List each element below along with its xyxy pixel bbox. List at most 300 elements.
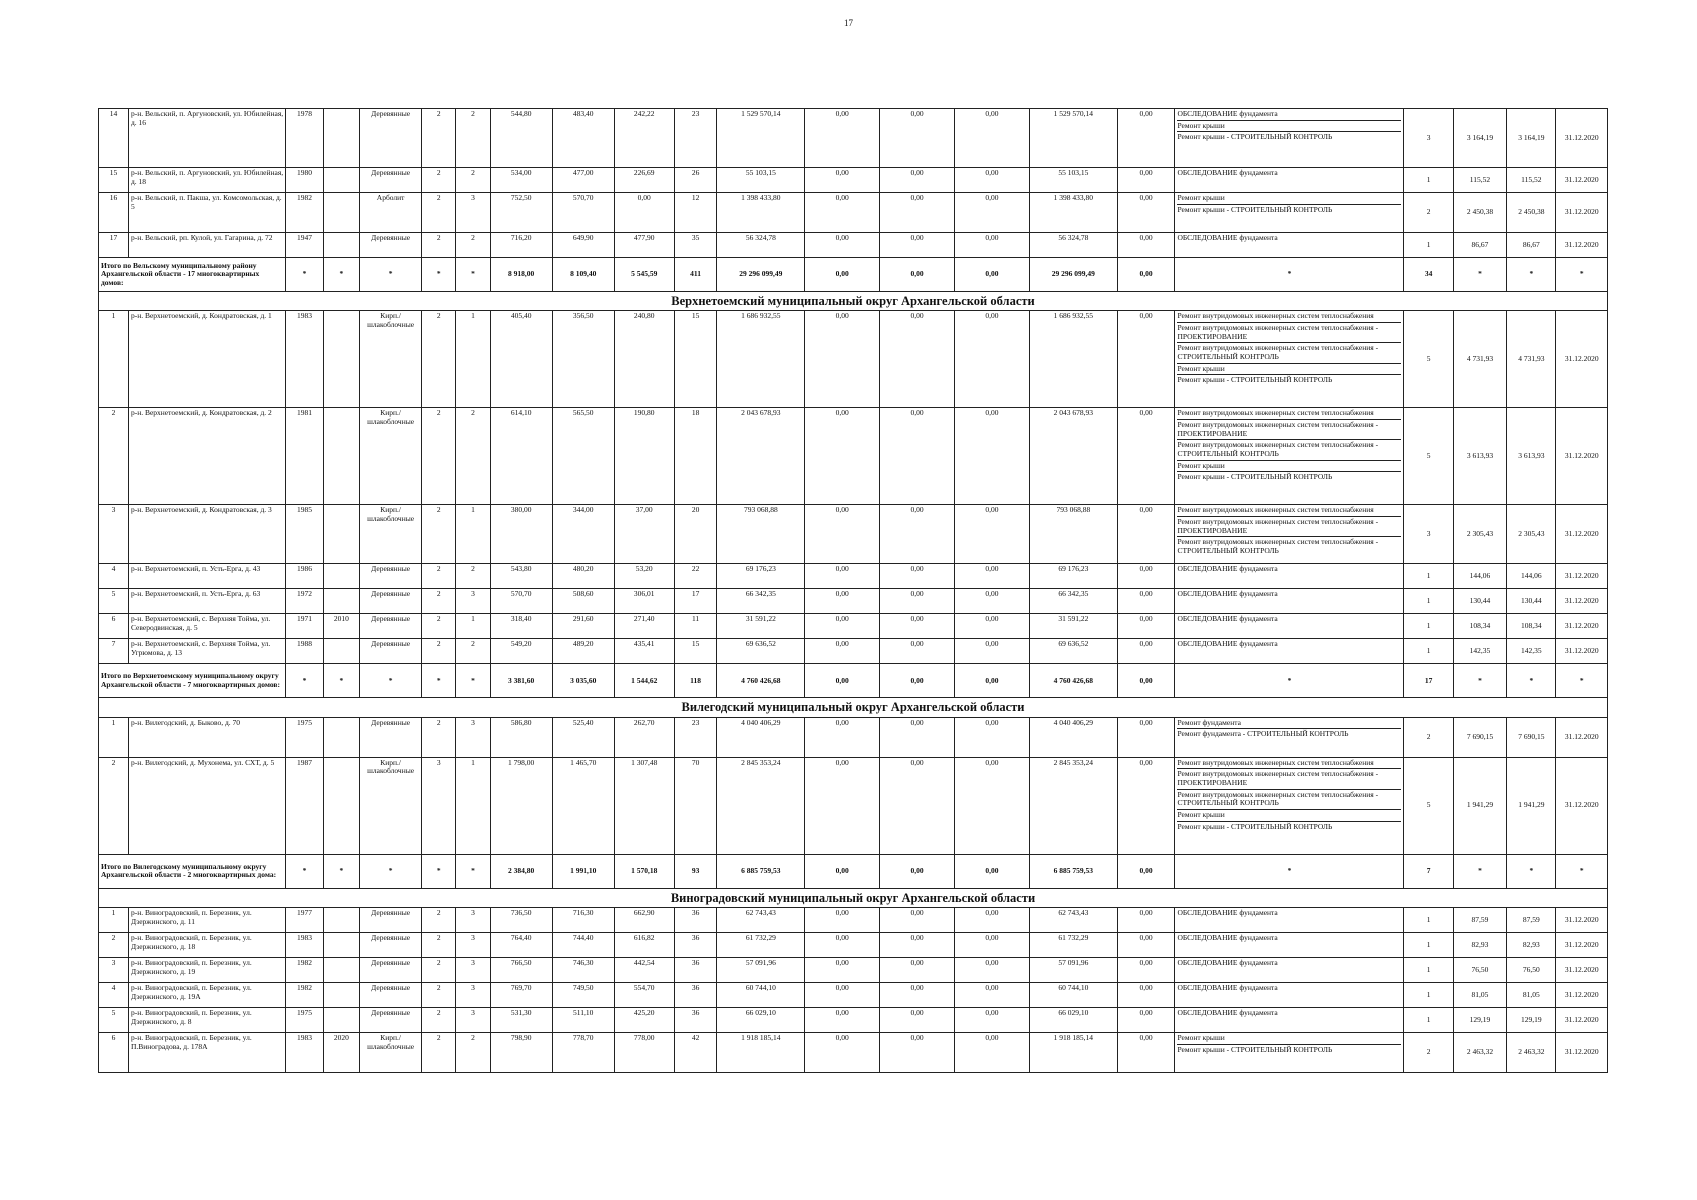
cost-cell: 0,00: [805, 639, 880, 664]
table-row: [99, 311, 1608, 408]
row-number: 3: [99, 958, 129, 983]
cost-cell: 1 398 433,80: [1029, 193, 1117, 233]
address-cell: р-н. Вилегодский, д. Быково, д. 70: [128, 717, 285, 757]
total-row: [99, 664, 1608, 698]
work-count-cell: 2: [1404, 717, 1453, 757]
wall-material-cell: Деревянные: [360, 589, 422, 614]
cost-cell: 69 636,52: [1029, 639, 1117, 664]
area-cell: 356,50: [552, 311, 614, 408]
section-title: Верхнетоемский муниципальный округ Архангельской области: [99, 292, 1608, 311]
cost-cell: 0,00: [805, 614, 880, 639]
address-cell: р-н. Верхнетоемский, с. Верхняя Тойма, ул. Северодвинская, д. 5: [128, 614, 285, 639]
cost-cell: 0,00: [955, 109, 1030, 168]
residents-cell: 42: [674, 1033, 717, 1073]
year-built-cell: 1980: [286, 168, 323, 193]
work-item: Ремонт внутридомовых инженерных систем теплоснабжения: [1177, 505, 1401, 517]
wall-material-cell: Деревянные: [360, 958, 422, 983]
floors-cell: 2: [422, 109, 456, 168]
area-cell: 508,60: [552, 589, 614, 614]
area-cell: 744,40: [552, 933, 614, 958]
year-built-cell: 1947: [286, 233, 323, 258]
year-renovated-cell: [323, 193, 359, 233]
table-row: [99, 589, 1608, 614]
total-value: 0,00: [955, 664, 1030, 698]
wall-material-cell: Деревянные: [360, 168, 422, 193]
residents-cell: 36: [674, 908, 717, 933]
total-value: 0,00: [1117, 664, 1175, 698]
floors-cell: 2: [422, 1008, 456, 1033]
works-cell: [1175, 717, 1404, 757]
row-number: 7: [99, 639, 129, 664]
works-cell: [1175, 983, 1404, 1008]
cost-cell: 0,00: [805, 717, 880, 757]
wall-material-cell: Деревянные: [360, 564, 422, 589]
cost-cell: 0,00: [1117, 1008, 1175, 1033]
table-row: [99, 193, 1608, 233]
entrances-cell: 2: [456, 1033, 490, 1073]
cost-cell: 0,00: [955, 311, 1030, 408]
work-count-cell: 3: [1404, 505, 1453, 564]
cost-cell: 0,00: [1117, 958, 1175, 983]
address-cell: р-н. Верхнетоемский, п. Усть-Ерга, д. 43: [128, 564, 285, 589]
total-value: 29 296 099,49: [1029, 258, 1117, 292]
floors-cell: 2: [422, 614, 456, 639]
entrances-cell: 2: [456, 408, 490, 505]
area-cell: 425,20: [614, 1008, 674, 1033]
floors-cell: 2: [422, 1033, 456, 1073]
address-cell: р-н. Вельский, п. Пакша, ул. Комсомольская, д. 5: [128, 193, 285, 233]
wall-material-cell: Кирп./шлакоблочные: [360, 505, 422, 564]
cost-cell: 0,00: [955, 983, 1030, 1008]
cost-cell: 0,00: [880, 564, 955, 589]
entrances-cell: 1: [456, 614, 490, 639]
unit-cost-limit-cell: 2 305,43: [1507, 505, 1556, 564]
year-renovated-cell: [323, 908, 359, 933]
cost-cell: 0,00: [805, 311, 880, 408]
cost-cell: 0,00: [805, 1008, 880, 1033]
area-cell: 549,20: [490, 639, 552, 664]
row-number: 6: [99, 614, 129, 639]
work-item: Ремонт крыши: [1177, 461, 1401, 473]
total-value: 8 918,00: [490, 258, 552, 292]
row-number: 5: [99, 1008, 129, 1033]
entrances-cell: 3: [456, 933, 490, 958]
wall-material-cell: Арболит: [360, 193, 422, 233]
unit-cost-cell: 81,05: [1453, 983, 1507, 1008]
address-cell: р-н. Виноградовский, п. Березник, ул. Дзержинского, д. 11: [128, 908, 285, 933]
deadline-cell: 31.12.2020: [1556, 757, 1608, 854]
row-number: 4: [99, 564, 129, 589]
row-number: 3: [99, 505, 129, 564]
area-cell: 511,10: [552, 1008, 614, 1033]
area-cell: 483,40: [552, 109, 614, 168]
area-cell: 798,90: [490, 1033, 552, 1073]
residents-cell: 36: [674, 983, 717, 1008]
cost-cell: 0,00: [880, 757, 955, 854]
cost-cell: 0,00: [805, 505, 880, 564]
year-built-cell: 1982: [286, 193, 323, 233]
area-cell: 778,00: [614, 1033, 674, 1073]
cost-cell: 0,00: [955, 589, 1030, 614]
cost-cell: 2 845 353,24: [717, 757, 805, 854]
table-row: [99, 717, 1608, 757]
cost-cell: 1 918 185,14: [717, 1033, 805, 1073]
total-value: 6 885 759,53: [1029, 854, 1117, 888]
entrances-cell: 1: [456, 757, 490, 854]
total-star: *: [422, 258, 456, 292]
cost-cell: 0,00: [1117, 908, 1175, 933]
area-cell: 778,70: [552, 1033, 614, 1073]
address-cell: р-н. Виноградовский, п. Березник, ул. Дзержинского, д. 8: [128, 1008, 285, 1033]
unit-cost-limit-cell: 2 463,32: [1507, 1033, 1556, 1073]
cost-cell: 2 845 353,24: [1029, 757, 1117, 854]
address-cell: р-н. Вельский, п. Аргуновский, ул. Юбилейная, д. 18: [128, 168, 285, 193]
unit-cost-cell: 108,34: [1453, 614, 1507, 639]
cost-cell: 57 091,96: [1029, 958, 1117, 983]
cost-cell: 0,00: [1117, 564, 1175, 589]
work-item: Ремонт крыши - СТРОИТЕЛЬНЫЙ КОНТРОЛЬ: [1177, 1044, 1333, 1054]
total-value: 0,00: [805, 258, 880, 292]
work-item: Ремонт крыши - СТРОИТЕЛЬНЫЙ КОНТРОЛЬ: [1177, 821, 1333, 831]
total-value: 0,00: [805, 664, 880, 698]
cost-cell: 66 342,35: [717, 589, 805, 614]
area-cell: 1 798,00: [490, 757, 552, 854]
total-star: *: [323, 258, 359, 292]
table-row: [99, 109, 1608, 168]
area-cell: 649,90: [552, 233, 614, 258]
cost-cell: 793 068,88: [1029, 505, 1117, 564]
area-cell: 525,40: [552, 717, 614, 757]
works-cell: [1175, 757, 1404, 854]
table-row: [99, 564, 1608, 589]
cost-cell: 0,00: [880, 109, 955, 168]
cost-cell: 0,00: [805, 564, 880, 589]
total-value: 0,00: [955, 258, 1030, 292]
deadline-cell: 31.12.2020: [1556, 933, 1608, 958]
total-star: *: [1556, 258, 1608, 292]
area-cell: 344,00: [552, 505, 614, 564]
unit-cost-cell: 87,59: [1453, 908, 1507, 933]
total-value: 0,00: [955, 854, 1030, 888]
wall-material-cell: Кирп./шлакоблочные: [360, 757, 422, 854]
total-star: *: [1556, 664, 1608, 698]
cost-cell: 0,00: [955, 1033, 1030, 1073]
works-cell: [1175, 505, 1404, 564]
cost-cell: 2 043 678,93: [717, 408, 805, 505]
deadline-cell: 31.12.2020: [1556, 311, 1608, 408]
total-label: Итого по Верхнетоемскому муниципальному округу Архангельской области - 7 многоквартирных домов:: [99, 664, 286, 698]
works-cell: [1175, 193, 1404, 233]
deadline-cell: 31.12.2020: [1556, 505, 1608, 564]
wall-material-cell: Деревянные: [360, 717, 422, 757]
unit-cost-limit-cell: 4 731,93: [1507, 311, 1556, 408]
row-number: 2: [99, 933, 129, 958]
cost-cell: 0,00: [805, 109, 880, 168]
cost-cell: 0,00: [1117, 233, 1175, 258]
total-star: *: [286, 664, 323, 698]
cost-cell: 69 636,52: [717, 639, 805, 664]
unit-cost-limit-cell: 1 941,29: [1507, 757, 1556, 854]
unit-cost-cell: 2 305,43: [1453, 505, 1507, 564]
area-cell: 37,00: [614, 505, 674, 564]
cost-cell: 0,00: [1117, 109, 1175, 168]
works-cell: [1175, 233, 1404, 258]
wall-material-cell: Кирп./шлакоблочные: [360, 1033, 422, 1073]
deadline-cell: 31.12.2020: [1556, 614, 1608, 639]
total-value: 0,00: [880, 258, 955, 292]
row-number: 14: [99, 109, 129, 168]
deadline-cell: 31.12.2020: [1556, 908, 1608, 933]
floors-cell: 2: [422, 933, 456, 958]
entrances-cell: 1: [456, 311, 490, 408]
area-cell: 318,40: [490, 614, 552, 639]
cost-cell: 1 918 185,14: [1029, 1033, 1117, 1073]
total-star: *: [1507, 854, 1556, 888]
total-star: *: [286, 854, 323, 888]
work-item: ОБСЛЕДОВАНИЕ фундамента: [1177, 589, 1278, 599]
work-item: ОБСЛЕДОВАНИЕ фундамента: [1177, 958, 1278, 968]
row-number: 16: [99, 193, 129, 233]
unit-cost-cell: 129,19: [1453, 1008, 1507, 1033]
residents-cell: 15: [674, 311, 717, 408]
cost-cell: 0,00: [880, 311, 955, 408]
unit-cost-limit-cell: 86,67: [1507, 233, 1556, 258]
total-value: 0,00: [880, 854, 955, 888]
work-count-cell: 1: [1404, 233, 1453, 258]
work-count-cell: 2: [1404, 193, 1453, 233]
wall-material-cell: Деревянные: [360, 983, 422, 1008]
entrances-cell: 3: [456, 717, 490, 757]
cost-cell: 4 040 406,29: [717, 717, 805, 757]
deadline-cell: 31.12.2020: [1556, 564, 1608, 589]
cost-cell: 57 091,96: [717, 958, 805, 983]
cost-cell: 0,00: [880, 983, 955, 1008]
row-number: 2: [99, 757, 129, 854]
cost-cell: 0,00: [805, 983, 880, 1008]
table-row: [99, 614, 1608, 639]
year-renovated-cell: [323, 109, 359, 168]
area-cell: 544,80: [490, 109, 552, 168]
total-value: 3 035,60: [552, 664, 614, 698]
cost-cell: 0,00: [1117, 717, 1175, 757]
total-star: *: [456, 664, 490, 698]
total-value: 0,00: [880, 664, 955, 698]
wall-material-cell: Деревянные: [360, 908, 422, 933]
total-value: 5 545,59: [614, 258, 674, 292]
total-star: *: [1175, 664, 1404, 698]
cost-cell: 0,00: [805, 757, 880, 854]
work-item: ОБСЛЕДОВАНИЕ фундамента: [1177, 983, 1278, 993]
unit-cost-cell: 82,93: [1453, 933, 1507, 958]
work-item: Ремонт крыши: [1177, 121, 1401, 133]
table-row: [99, 505, 1608, 564]
unit-cost-limit-cell: 82,93: [1507, 933, 1556, 958]
address-cell: р-н. Верхнетоемский, д. Кондратовская, д. 1: [128, 311, 285, 408]
cost-cell: 0,00: [1117, 639, 1175, 664]
work-count-cell: 2: [1404, 1033, 1453, 1073]
work-count-cell: 1: [1404, 639, 1453, 664]
residents-cell: 36: [674, 958, 717, 983]
deadline-cell: 31.12.2020: [1556, 639, 1608, 664]
cost-cell: 793 068,88: [717, 505, 805, 564]
wall-material-cell: Деревянные: [360, 109, 422, 168]
unit-cost-limit-cell: 130,44: [1507, 589, 1556, 614]
cost-cell: 0,00: [955, 193, 1030, 233]
table-row: [99, 958, 1608, 983]
work-item: Ремонт крыши - СТРОИТЕЛЬНЫЙ КОНТРОЛЬ: [1177, 375, 1333, 385]
unit-cost-cell: 115,52: [1453, 168, 1507, 193]
residents-cell: 23: [674, 109, 717, 168]
row-number: 6: [99, 1033, 129, 1073]
work-item: Ремонт фундамента - СТРОИТЕЛЬНЫЙ КОНТРОЛЬ: [1177, 729, 1349, 739]
cost-cell: 0,00: [955, 958, 1030, 983]
total-star: *: [360, 664, 422, 698]
cost-cell: 0,00: [805, 233, 880, 258]
work-item: Ремонт фундамента: [1177, 718, 1401, 730]
total-star: *: [456, 258, 490, 292]
work-item: Ремонт крыши: [1177, 364, 1401, 376]
total-value: 118: [674, 664, 717, 698]
cost-cell: 1 686 932,55: [717, 311, 805, 408]
year-renovated-cell: [323, 757, 359, 854]
cost-cell: 0,00: [1117, 983, 1175, 1008]
work-item: Ремонт крыши: [1177, 810, 1401, 822]
area-cell: 435,41: [614, 639, 674, 664]
work-item: Ремонт внутридомовых инженерных систем теплоснабжения: [1177, 408, 1401, 420]
cost-cell: 0,00: [1117, 1033, 1175, 1073]
floors-cell: 2: [422, 908, 456, 933]
work-item: Ремонт крыши: [1177, 1033, 1401, 1045]
cost-cell: 1 529 570,14: [717, 109, 805, 168]
cost-cell: 31 591,22: [1029, 614, 1117, 639]
unit-cost-limit-cell: 7 690,15: [1507, 717, 1556, 757]
year-renovated-cell: [323, 639, 359, 664]
cost-cell: 0,00: [1117, 311, 1175, 408]
residents-cell: 20: [674, 505, 717, 564]
area-cell: 570,70: [490, 589, 552, 614]
area-cell: 380,00: [490, 505, 552, 564]
cost-cell: 0,00: [1117, 408, 1175, 505]
area-cell: 752,50: [490, 193, 552, 233]
residents-cell: 35: [674, 233, 717, 258]
year-built-cell: 1987: [286, 757, 323, 854]
unit-cost-limit-cell: 142,35: [1507, 639, 1556, 664]
work-item: Ремонт крыши - СТРОИТЕЛЬНЫЙ КОНТРОЛЬ: [1177, 472, 1333, 482]
year-built-cell: 1988: [286, 639, 323, 664]
row-number: 2: [99, 408, 129, 505]
area-cell: 543,80: [490, 564, 552, 589]
area-cell: 716,20: [490, 233, 552, 258]
cost-cell: 0,00: [805, 408, 880, 505]
address-cell: р-н. Верхнетоемский, с. Верхняя Тойма, ул. Угрюмова, д. 13: [128, 639, 285, 664]
year-built-cell: 1971: [286, 614, 323, 639]
section-title: Вилегодский муниципальный округ Архангельской области: [99, 698, 1608, 717]
total-value: 0,00: [1117, 258, 1175, 292]
cost-cell: 0,00: [1117, 933, 1175, 958]
address-cell: р-н. Вилегодский, д. Мухонема, ул. СХТ, д. 5: [128, 757, 285, 854]
wall-material-cell: Кирп./шлакоблочные: [360, 311, 422, 408]
area-cell: 614,10: [490, 408, 552, 505]
year-built-cell: 1982: [286, 983, 323, 1008]
deadline-cell: 31.12.2020: [1556, 193, 1608, 233]
work-count-cell: 1: [1404, 983, 1453, 1008]
total-star: *: [422, 854, 456, 888]
page-number: 17: [844, 18, 853, 28]
total-star: *: [1556, 854, 1608, 888]
unit-cost-cell: 2 463,32: [1453, 1033, 1507, 1073]
total-star: *: [1453, 854, 1507, 888]
section-header-row: [99, 888, 1608, 907]
year-renovated-cell: [323, 717, 359, 757]
year-renovated-cell: [323, 168, 359, 193]
cost-cell: 0,00: [955, 168, 1030, 193]
cost-cell: 1 398 433,80: [717, 193, 805, 233]
unit-cost-limit-cell: 108,34: [1507, 614, 1556, 639]
area-cell: 1 307,48: [614, 757, 674, 854]
repair-program-table: [98, 108, 1608, 1073]
address-cell: р-н. Виноградовский, п. Березник, ул. Дзержинского, д. 19: [128, 958, 285, 983]
total-value: 1 570,18: [614, 854, 674, 888]
year-renovated-cell: [323, 408, 359, 505]
total-value: 8 109,40: [552, 258, 614, 292]
table-row: [99, 933, 1608, 958]
entrances-cell: 2: [456, 564, 490, 589]
total-star: *: [323, 664, 359, 698]
work-count-cell: 1: [1404, 908, 1453, 933]
total-star: *: [360, 258, 422, 292]
residents-cell: 17: [674, 589, 717, 614]
cost-cell: 0,00: [880, 908, 955, 933]
works-cell: [1175, 109, 1404, 168]
residents-cell: 36: [674, 1008, 717, 1033]
works-cell: [1175, 168, 1404, 193]
year-built-cell: 1977: [286, 908, 323, 933]
work-item: ОБСЛЕДОВАНИЕ фундамента: [1177, 614, 1278, 624]
cost-cell: 0,00: [955, 233, 1030, 258]
unit-cost-limit-cell: 87,59: [1507, 908, 1556, 933]
deadline-cell: 31.12.2020: [1556, 589, 1608, 614]
work-item: Ремонт внутридомовых инженерных систем теплоснабжения - ПРОЕКТИРОВАНИЕ: [1177, 517, 1401, 537]
floors-cell: 2: [422, 717, 456, 757]
area-cell: 570,70: [552, 193, 614, 233]
unit-cost-limit-cell: 2 450,38: [1507, 193, 1556, 233]
work-item: Ремонт внутридомовых инженерных систем теплоснабжения - ПРОЕКТИРОВАНИЕ: [1177, 420, 1401, 440]
work-count-cell: 1: [1404, 564, 1453, 589]
cost-cell: 62 743,43: [717, 908, 805, 933]
total-star: *: [1175, 258, 1404, 292]
unit-cost-cell: 4 731,93: [1453, 311, 1507, 408]
table-row: [99, 757, 1608, 854]
cost-cell: 0,00: [880, 168, 955, 193]
entrances-cell: 3: [456, 193, 490, 233]
residents-cell: 70: [674, 757, 717, 854]
section-header-row: [99, 698, 1608, 717]
work-item: ОБСЛЕДОВАНИЕ фундамента: [1177, 639, 1278, 649]
cost-cell: 0,00: [805, 908, 880, 933]
work-item: ОБСЛЕДОВАНИЕ фундамента: [1177, 168, 1278, 177]
area-cell: 442,54: [614, 958, 674, 983]
unit-cost-limit-cell: 76,50: [1507, 958, 1556, 983]
table-row: [99, 908, 1608, 933]
total-star: *: [360, 854, 422, 888]
area-cell: 586,80: [490, 717, 552, 757]
area-cell: 766,50: [490, 958, 552, 983]
cost-cell: 0,00: [805, 958, 880, 983]
deadline-cell: 31.12.2020: [1556, 1008, 1608, 1033]
year-renovated-cell: [323, 564, 359, 589]
cost-cell: 0,00: [955, 908, 1030, 933]
entrances-cell: 3: [456, 908, 490, 933]
